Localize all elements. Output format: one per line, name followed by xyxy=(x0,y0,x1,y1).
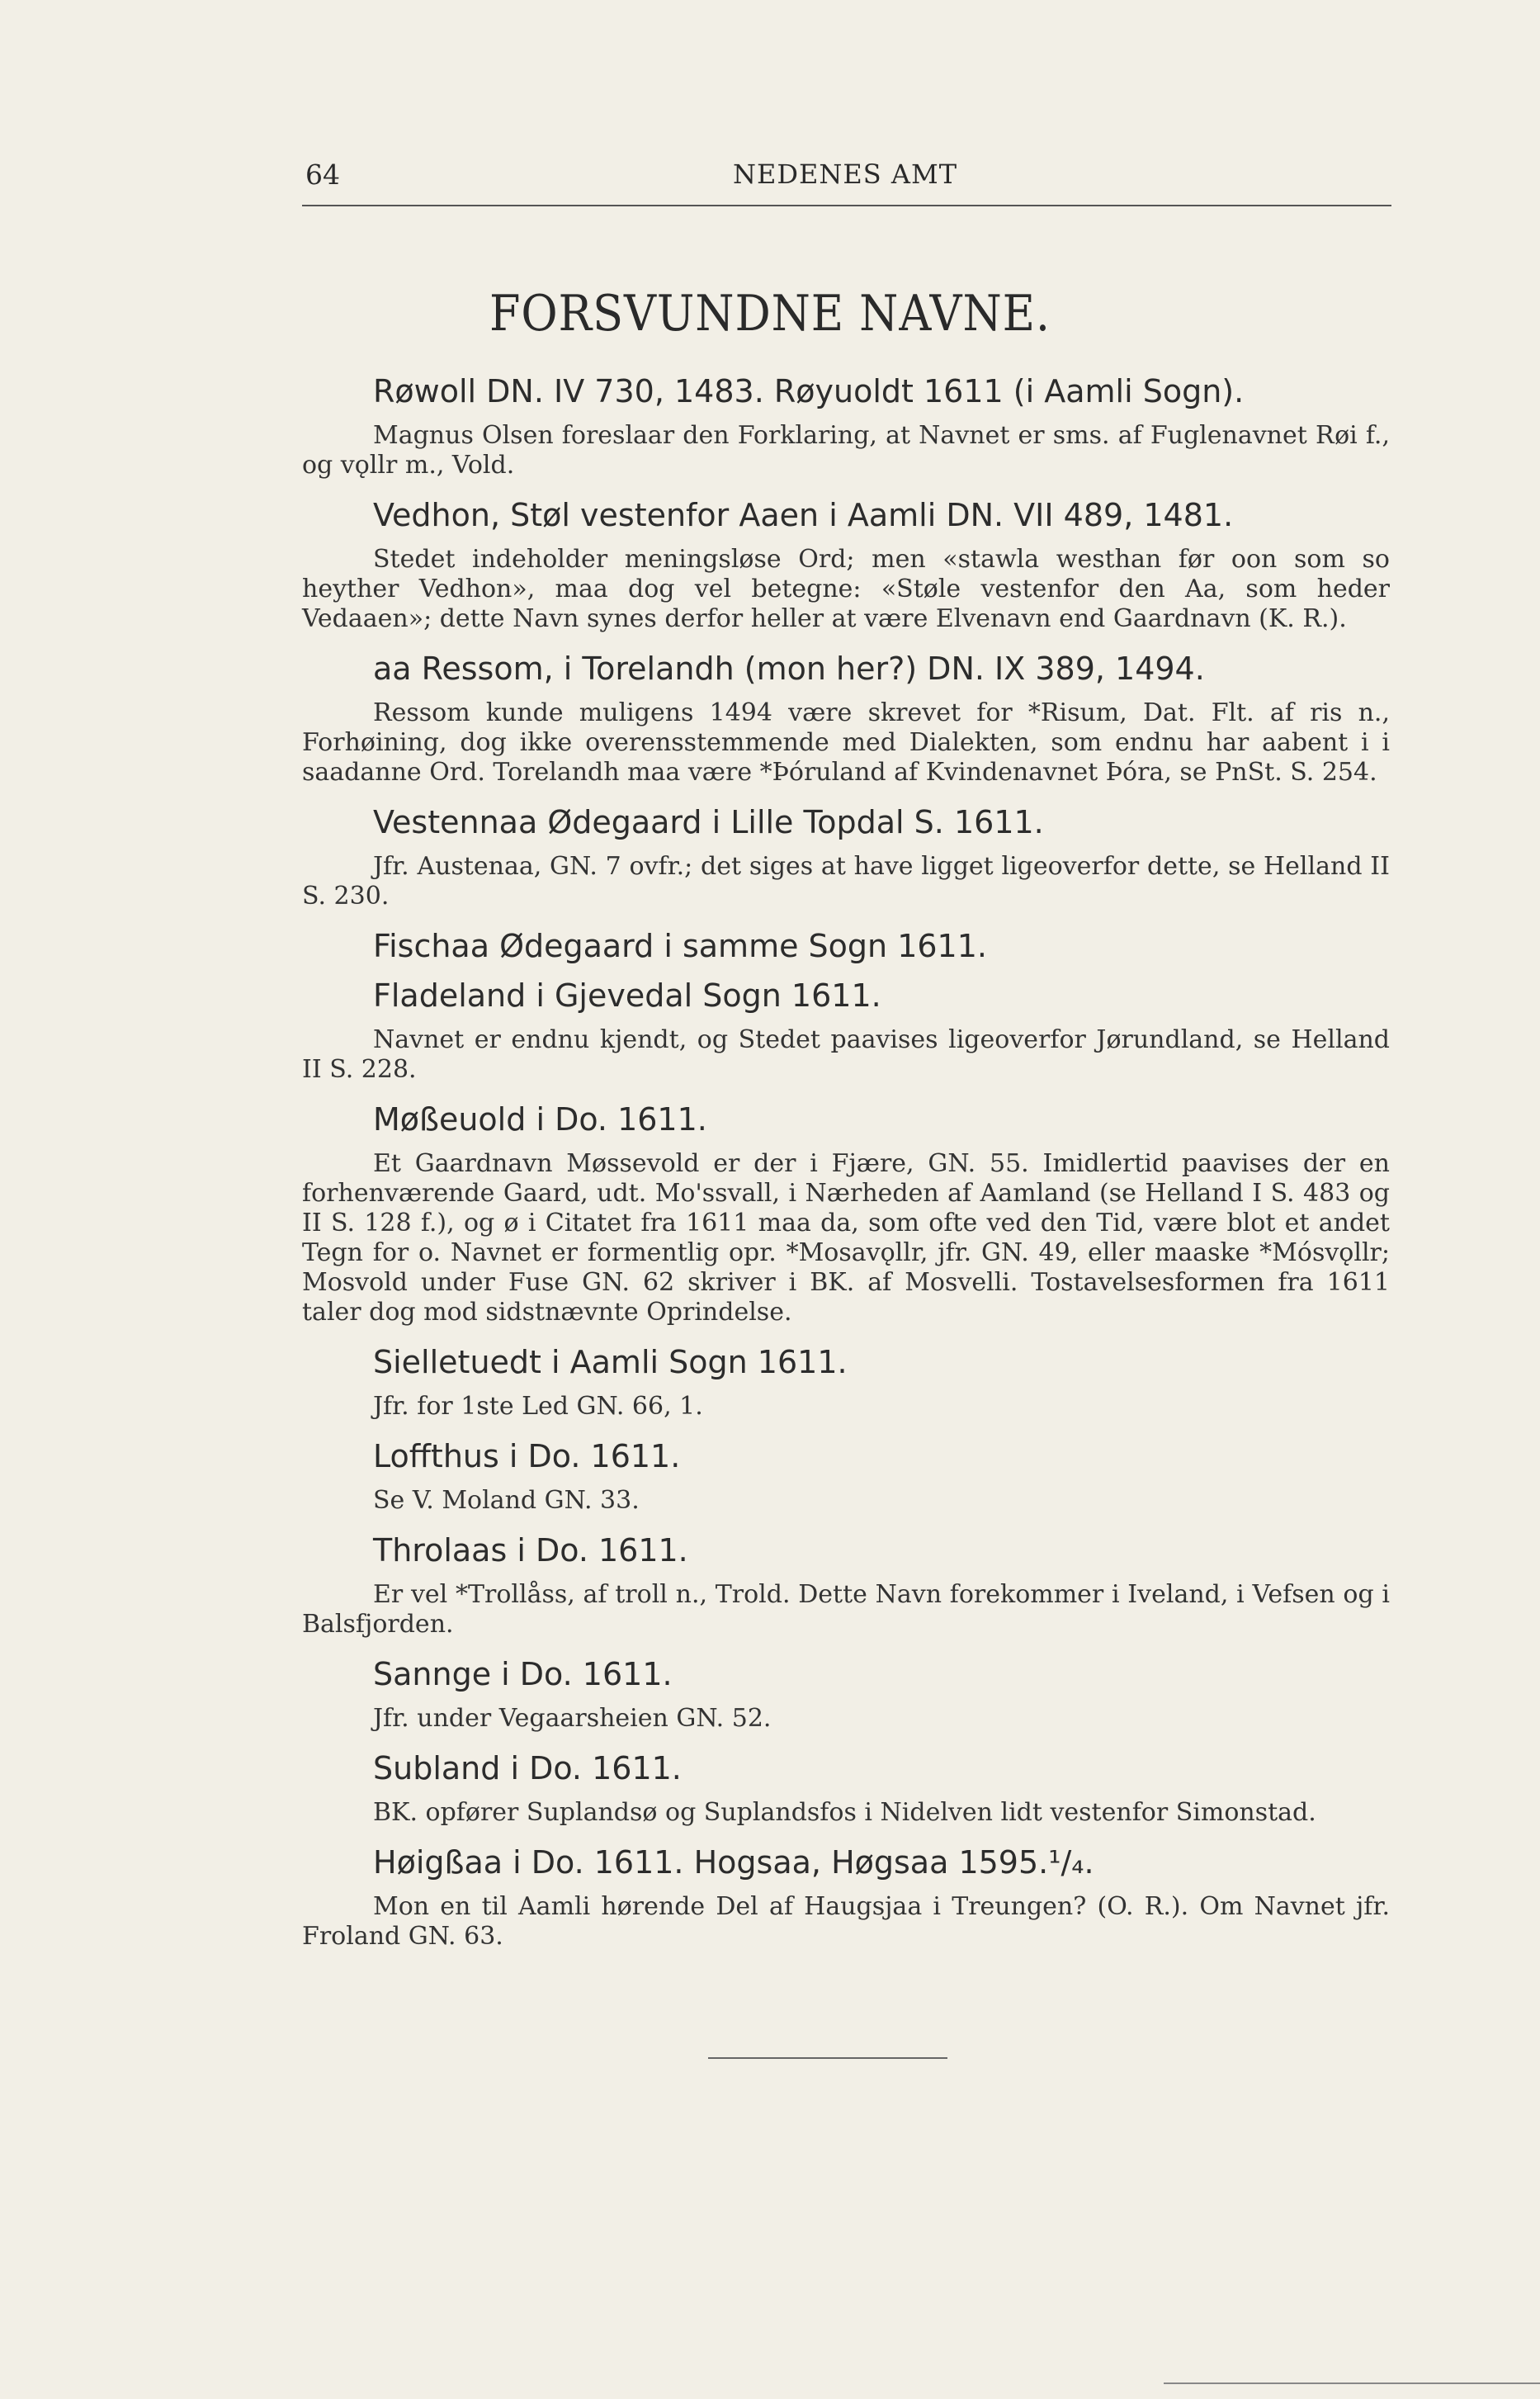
entry-body: Jfr. under Vegaarsheien GN. 52. xyxy=(373,1704,772,1733)
entry-loffthus xyxy=(302,1436,1390,1516)
entry-heading: Sannge i Do. 1611. xyxy=(373,1656,673,1692)
entry-heading: Møßeuold i Do. 1611. xyxy=(373,1101,707,1138)
entry-body: Er vel *Trollåss, af troll n., Trold. Dette Navn forekommer i Iveland, i Vefsen og i Balsfjorden. xyxy=(302,1580,1390,1639)
entry-body: Stedet indeholder meningsløse Ord; men «stawla westhan før oon som so heyther Vedhon», maa dog vel betegne: «Støle vestenfor den Aa, som heder Vedaaen»; dette Navn synes derfor heller at være Elvenavn end Gaardnavn (K. R.). xyxy=(302,545,1390,633)
entry-heading: Subland i Do. 1611. xyxy=(373,1750,682,1786)
entry-heading: Høigßaa i Do. 1611. Hogsaa, Høgsaa 1595.¹/₄. xyxy=(373,1844,1094,1881)
entry-heading: Røwoll DN. IV 730, 1483. Røyuoldt 1611 (i Aamli Sogn). xyxy=(373,373,1245,409)
end-rule xyxy=(708,2057,947,2059)
entry-heading: aa Ressom, i Torelandh (mon her?) DN. IX 389, 1494. xyxy=(373,651,1205,687)
entry-fladeland xyxy=(302,976,1390,1085)
entry-body: Jfr. for 1ste Led GN. 66, 1. xyxy=(373,1392,703,1421)
entry-body: BK. opfører Suplandsø og Suplandsfos i Nidelven lidt vestenfor Simonstad. xyxy=(373,1798,1316,1827)
page-number: 64 xyxy=(305,159,340,191)
entry-fischaa xyxy=(302,926,1390,966)
entry-sannge xyxy=(302,1654,1390,1734)
entry-body: Se V. Moland GN. 33. xyxy=(373,1486,640,1515)
entry-ressom xyxy=(302,649,1390,788)
entry-body: Navnet er endnu kjendt, og Stedet paavises ligeoverfor Jørundland, se Helland II S. 228. xyxy=(302,1025,1390,1084)
entry-heading: Sielletuedt i Aamli Sogn 1611. xyxy=(373,1344,848,1380)
entry-body: Et Gaardnavn Møssevold er der i Fjære, GN. 55. Imidlertid paavises der en forhenværende Gaard, udt. Mo'ssvall, i Nærheden af Aamland (se Helland I S. 483 og II S. 128 f.), og ø i Citatet fra 1611 maa da, som ofte ved den Tid, være blot et andet Tegn for o. Navnet er formentlig opr. *Mosavǫllr, jfr. GN. 49, eller maaske *Mósvǫllr; Mosvold under Fuse GN. 62 skriver i BK. af Mosvelli. Tostavelsesformen fra 1611 taler dog mod sidstnævnte Oprindelse. xyxy=(302,1149,1390,1327)
entry-rowoll xyxy=(302,371,1390,480)
entry-mosseuold xyxy=(302,1100,1390,1327)
entries-list xyxy=(302,371,1390,1966)
section-title: FORSVUNDNE NAVNE. xyxy=(489,285,1051,343)
header-rule xyxy=(302,205,1391,206)
entry-body: Ressom kunde muligens 1494 være skrevet for *Risum, Dat. Flt. af ris n., Forhøining, dog ikke overensstemmende med Dialekten, som endnu har aabent i i saadanne Ord. Torelandh maa være *Þóruland af Kvindenavnet Þóra, se PnSt. S. 254. xyxy=(302,698,1390,787)
entry-subland xyxy=(302,1748,1390,1828)
entry-body: Mon en til Aamli hørende Del af Haugsjaa i Treungen? (O. R.). Om Navnet jfr. Froland GN. 63. xyxy=(302,1892,1390,1951)
entry-heading: Throlaas i Do. 1611. xyxy=(373,1532,688,1569)
page-edge-line xyxy=(1164,2382,1540,2384)
entry-heading: Loffthus i Do. 1611. xyxy=(373,1438,681,1474)
entry-heading: Fladeland i Gjevedal Sogn 1611. xyxy=(373,977,881,1014)
entry-heading: Fischaa Ødegaard i samme Sogn 1611. xyxy=(373,928,987,964)
entry-body: Magnus Olsen foreslaar den Forklaring, at Navnet er sms. af Fuglenavnet Røi f., og vǫllr m., Vold. xyxy=(302,421,1390,480)
entry-sielletuedt xyxy=(302,1342,1390,1422)
entry-heading: Vedhon, Støl vestenfor Aaen i Aamli DN. VII 489, 1481. xyxy=(373,497,1234,533)
running-title: NEDENES AMT xyxy=(733,159,958,190)
entry-vedhon xyxy=(302,495,1390,634)
entry-throlaas xyxy=(302,1531,1390,1640)
entry-vestennaa xyxy=(302,802,1390,911)
entry-heading: Vestennaa Ødegaard i Lille Topdal S. 1611. xyxy=(373,804,1044,840)
entry-body: Jfr. Austenaa, GN. 7 ovfr.; det siges at have ligget ligeoverfor dette, se Helland II S. 230. xyxy=(302,852,1390,911)
entry-hoigssaa xyxy=(302,1843,1390,1952)
